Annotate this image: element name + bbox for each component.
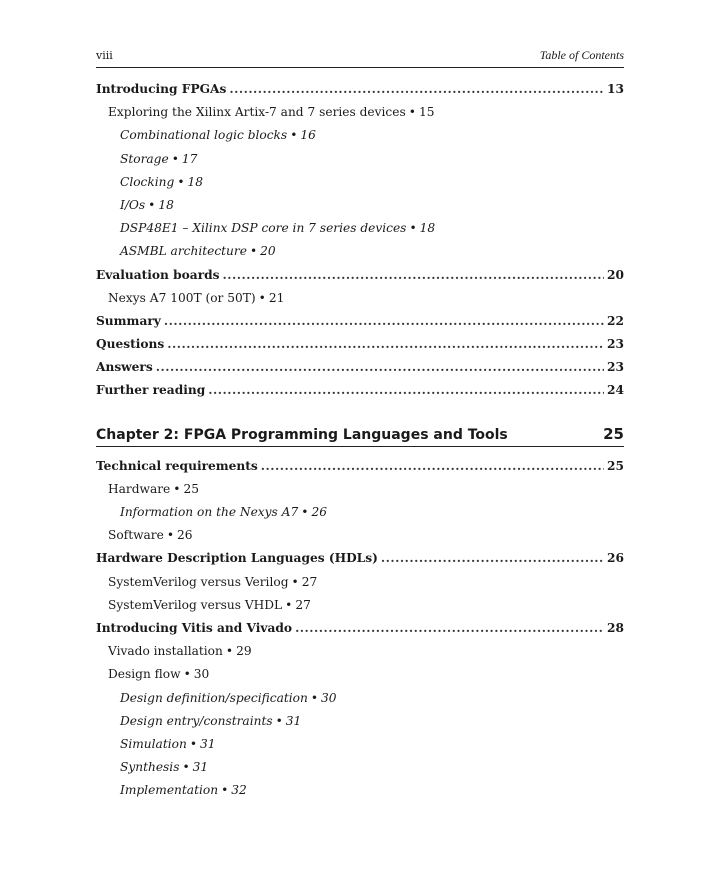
page-number: viii — [96, 49, 113, 62]
bullet-separator: • — [290, 128, 298, 143]
toc-entry[interactable] — [96, 783, 624, 806]
toc-entry-label: Nexys A7 100T (or 50T) — [108, 290, 256, 305]
toc-entry-label: Design flow — [108, 667, 181, 682]
toc-entry-page: 26 — [311, 505, 327, 519]
toc-entry[interactable] — [96, 244, 624, 267]
dot-leader — [167, 337, 604, 351]
toc-entry-page: 18 — [419, 221, 436, 236]
toc-entry-label: Technical requirements — [96, 458, 258, 473]
bullet-separator: • — [409, 221, 417, 236]
toc-entry[interactable] — [96, 82, 624, 105]
toc-section-chapter-1 — [96, 82, 624, 407]
toc-entry-label: Design definition/specification — [120, 690, 308, 705]
bullet-separator: • — [171, 151, 179, 166]
toc-entry-label: Information on the Nexys A7 — [120, 505, 299, 519]
toc-entry-page: 16 — [300, 128, 316, 143]
toc-entry-label: Vivado installation — [108, 644, 223, 659]
toc-entry[interactable] — [96, 575, 624, 598]
toc-entry-page: 20 — [607, 267, 624, 282]
toc-entry[interactable] — [96, 667, 624, 690]
toc-entry[interactable] — [96, 551, 624, 574]
dot-leader — [295, 621, 604, 635]
toc-entry-label: Answers — [96, 360, 153, 375]
bullet-separator: • — [249, 244, 258, 259]
toc-entry-page: 32 — [231, 783, 247, 798]
toc-entry[interactable] — [96, 714, 624, 737]
bullet-separator: • — [225, 644, 234, 659]
toc-entry[interactable] — [96, 621, 624, 644]
toc-entry-label: Software — [108, 528, 164, 543]
toc-entry[interactable] — [96, 152, 624, 175]
toc-entry-label: Clocking — [120, 174, 175, 189]
dot-leader — [229, 82, 604, 96]
bullet-separator: • — [310, 690, 319, 705]
toc-entry-page: 31 — [200, 736, 216, 751]
toc-entry-page: 30 — [321, 690, 337, 705]
chapter-page: 25 — [603, 424, 624, 443]
bullet-separator: • — [275, 713, 283, 728]
bullet-separator: • — [285, 597, 293, 612]
toc-entry-page: 26 — [177, 528, 193, 543]
toc-entry[interactable] — [96, 128, 624, 151]
toc-entry[interactable] — [96, 221, 624, 244]
toc-entry-label: Summary — [96, 313, 161, 328]
toc-entry[interactable] — [96, 360, 624, 383]
bullet-separator: • — [408, 105, 416, 120]
toc-entry-page: 29 — [236, 644, 252, 659]
running-title: Table of Contents — [539, 48, 624, 62]
toc-entry-page: 31 — [192, 760, 209, 775]
bullet-separator: • — [173, 481, 181, 496]
toc-entry[interactable] — [96, 691, 624, 714]
bullet-separator: • — [291, 574, 299, 589]
toc-entry-page: 27 — [301, 574, 318, 589]
toc-entry-label: DSP48E1 – Xilinx DSP core in 7 series devices — [120, 221, 407, 236]
bullet-separator: • — [258, 290, 266, 305]
toc-entry-label: SystemVerilog versus Verilog — [108, 574, 289, 589]
toc-entry-label: Implementation — [120, 783, 219, 798]
table-of-contents — [96, 82, 624, 806]
toc-entry-page: 25 — [183, 481, 199, 496]
toc-entry-page: 18 — [187, 174, 204, 189]
toc-entry-label: Storage — [120, 151, 169, 166]
toc-entry-label: Introducing Vitis and Vivado — [96, 620, 293, 635]
bullet-separator: • — [177, 174, 185, 189]
toc-entry-label: ASMBL architecture — [120, 244, 247, 259]
bullet-separator: • — [189, 736, 198, 751]
toc-entry[interactable] — [96, 337, 624, 360]
page-header — [96, 48, 624, 68]
toc-entry-label: Synthesis — [120, 760, 180, 775]
toc-entry-page: 21 — [268, 290, 285, 305]
toc-entry-label: Exploring the Xilinx Artix-7 and 7 series devices — [108, 105, 406, 120]
bullet-separator: • — [183, 667, 191, 682]
toc-entry-page: 23 — [607, 360, 624, 375]
dot-leader — [261, 459, 604, 473]
toc-entry-label: Hardware Description Languages (HDLs) — [96, 551, 378, 566]
toc-section-chapter-2 — [96, 459, 624, 807]
toc-entry-label: Introducing FPGAs — [96, 82, 227, 96]
toc-entry-page: 25 — [607, 458, 624, 473]
dot-leader — [223, 268, 605, 282]
toc-entry-page: 23 — [607, 337, 624, 352]
dot-leader — [156, 360, 604, 374]
toc-entry-page: 27 — [295, 597, 311, 612]
toc-entry-label: Combinational logic blocks — [120, 128, 288, 143]
toc-entry-label: SystemVerilog versus VHDL — [108, 597, 283, 612]
toc-entry[interactable] — [96, 175, 624, 198]
toc-entry[interactable] — [96, 291, 624, 314]
toc-entry-page: 28 — [607, 620, 624, 635]
toc-entry-page: 17 — [181, 151, 198, 166]
toc-entry-page: 26 — [607, 551, 624, 566]
chapter-heading[interactable] — [96, 425, 624, 447]
toc-entry[interactable] — [96, 482, 624, 505]
toc-entry-page: 22 — [607, 313, 624, 328]
toc-entry[interactable] — [96, 105, 624, 128]
toc-entry-label: Hardware — [108, 481, 171, 496]
toc-entry-page: 15 — [418, 105, 435, 120]
toc-entry-label: Further reading — [96, 383, 206, 398]
toc-entry-page: 31 — [285, 713, 302, 728]
toc-entry-page: 24 — [607, 383, 624, 398]
toc-entry-label: Simulation — [120, 736, 187, 751]
toc-entry[interactable] — [96, 268, 624, 291]
bullet-separator: • — [166, 528, 175, 543]
toc-entry-page: 20 — [260, 244, 276, 259]
toc-entry[interactable] — [96, 737, 624, 760]
toc-entry[interactable] — [96, 505, 624, 528]
toc-entry[interactable] — [96, 598, 624, 621]
bullet-separator: • — [301, 505, 309, 519]
toc-entry-page: 18 — [158, 197, 174, 212]
toc-entry-label: I/Os — [120, 197, 146, 212]
bullet-separator: • — [148, 197, 156, 212]
toc-entry[interactable] — [96, 459, 624, 482]
toc-entry-label: Design entry/constraints — [120, 713, 273, 728]
dot-leader — [164, 314, 604, 328]
toc-entry[interactable] — [96, 760, 624, 783]
toc-entry[interactable] — [96, 314, 624, 337]
chapter-title: Chapter 2: FPGA Programming Languages and Tools — [96, 426, 508, 443]
toc-entry[interactable] — [96, 644, 624, 667]
toc-entry[interactable] — [96, 528, 624, 551]
dot-leader — [208, 383, 604, 397]
bullet-separator: • — [182, 760, 190, 775]
toc-entry[interactable] — [96, 198, 624, 221]
toc-entry-page: 30 — [193, 667, 210, 682]
toc-entry-label: Evaluation boards — [96, 267, 220, 282]
toc-entry[interactable] — [96, 383, 624, 406]
bullet-separator: • — [221, 783, 229, 798]
toc-entry-page: 13 — [607, 82, 624, 96]
toc-entry-label: Questions — [96, 337, 165, 352]
dot-leader — [381, 551, 604, 565]
